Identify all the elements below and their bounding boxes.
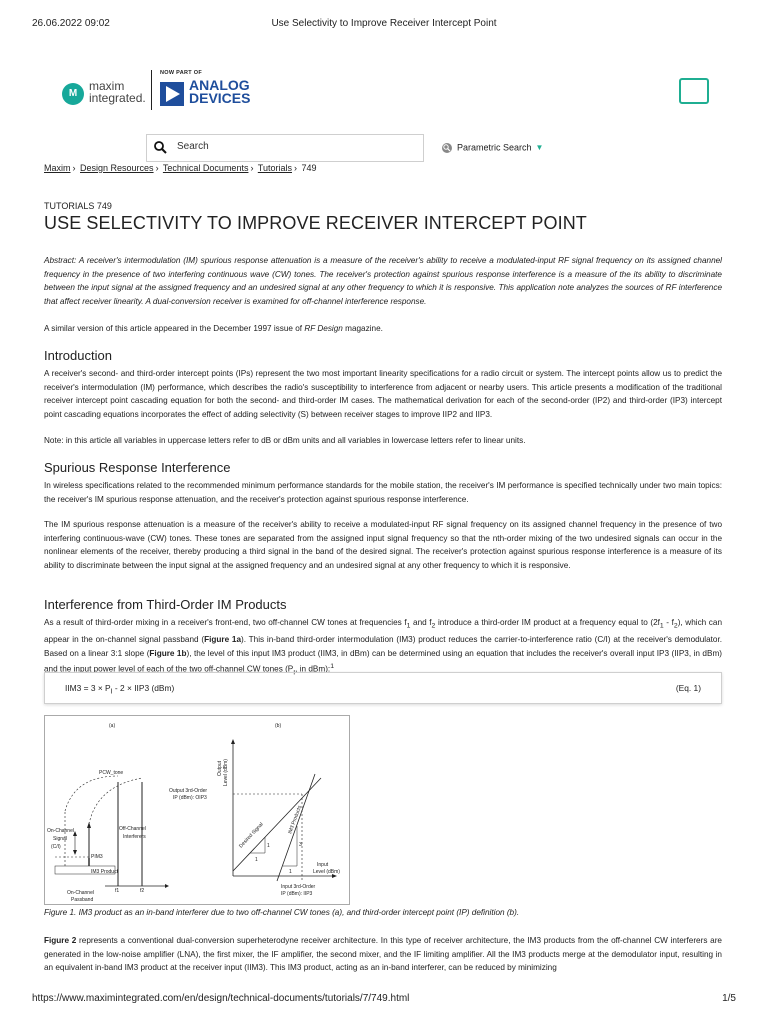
svg-text:Off-Channel: Off-Channel [119,826,146,832]
figure-2-ref: Figure 2 [44,936,77,945]
figure-2-paragraph: Figure 2 represents a conventional dual-conversion superheterodyne receiver architecture. In this type of receiver architecture, the IM3 products from the off-channel CW interferers are generated in the low-noise amplifier (LNA), the first mixer, the IF amplifier, the second mixer, and the IF limiting amplifier. All the IM3 products merge at the demodulator input, resulting in an equivalent in-band IM3 product at the receiver input (IIM3). This IM3 product, acting as an in-band interferer, can be reduced by minimizing [44,936,722,973]
page-title: USE SELECTIVITY TO IMPROVE RECEIVER INTERCEPT POINT [44,213,587,233]
maxim-logo-icon: M [62,83,84,105]
svg-text:Output: Output [217,760,223,776]
svg-text:f1: f1 [115,888,120,894]
svg-text:Passband: Passband [71,897,94,903]
abstract: Abstract: A receiver's intermodulation (IM) spurious response attenuation is a measure of the receiver's ability to receive a modulated-input RF signal frequency on its assigned channel frequency in the presence of two interfering continuous wave (CW) tones. The receiver's protection against spurious response interference is a measure of the its ability to discriminate between the input signal at the assigned frequency and an undesired signal at any other frequency to which it is responsive. This application note analyzes the sources of RF interference that affect receiver linearity. A dual-conversion receiver is examined for off-channel interference response. [44,256,722,306]
fig-label-a: (a) [109,723,116,729]
maxim-logo[interactable] [62,80,148,110]
svg-text:IP (dBm): IIP3: IP (dBm): IIP3 [281,891,313,897]
similar-version-note: A similar version of this article appeared in the December 1997 issue of RF Design magazine. [44,324,383,333]
maxim-logo-text: maxim integrated. [89,79,146,105]
svg-text:1: 1 [289,869,292,875]
parametric-search-label: Parametric Search [457,142,532,153]
figure-1 [44,715,350,905]
spurious-paragraph-1: In wireless specifications related to the recommended minimum performance standards for the mobile station, the receiver's IM performance is specified technically under two main topics: the receiver's IM spurious response attenuation, and the receiver's protection against spurious response interference. [44,481,722,504]
now-part-of-label: NOW PART OF [160,70,202,76]
breadcrumb-design-resources[interactable]: Design Resources [80,163,154,173]
fig-pcw-label: PCW_tone [99,770,124,776]
caret-down-icon: ▼ [535,143,544,153]
svg-text:IM3 Products: IM3 Products [287,804,303,835]
page-url: https://www.maximintegrated.com/en/design/technical-documents/tutorials/7/749.html [32,993,410,1004]
page-number: 1/5 [722,993,736,1004]
parametric-search-button[interactable] [441,142,543,154]
search-icon [153,140,167,154]
equation-1-number: (Eq. 1) [675,683,701,693]
figure-1b-ref: Figure 1b [149,648,187,658]
equation-1-box [44,672,722,704]
adi-logo-text[interactable]: ANALOG DEVICES [189,77,251,106]
equation-1: $IIM3 = 3 \times P_I - 2 \times IIP3$ (dBm) [65,683,175,696]
search-box[interactable] [146,134,424,162]
search-placeholder: Search [177,141,209,152]
figure-1a-ref: Figure 1a [204,635,242,645]
print-datetime: 26.06.2022 09:02 [32,18,110,29]
svg-text:f2: f2 [140,888,145,894]
breadcrumb-maxim[interactable]: Maxim [44,163,71,173]
article-kicker: TUTORIALS 749 [44,201,112,211]
print-title: Use Selectivity to Improve Receiver Intercept Point [271,18,497,29]
svg-text:(C/I): (C/I) [51,844,61,850]
svg-text:Interferers: Interferers [123,834,146,840]
im-paragraph: As a result of third-order mixing in a receiver's front-end, two off-channel CW tones at frequencies $f_1$ and $f_2$ introduce a third-order IM product at a frequency equal to $(2f_1 - f_2)$, which can appear in the on-channel signal passband (Figure 1a). This in-band third-order intermodulation (IM3) product reduces the carrier-to-interference ratio (C/I) at the receiver's demodulator. Based on a linear 3:1 slope (Figure 1b), the level of this input IM3 product (IIM3, in dBm) can be determined using an equation that includes the receiver's overall input IP3 (IIP3, in dBm) and the input power level of each of the two off-channel CW tones ($P_I$, in dBm):$^1$ [44,618,722,677]
spurious-paragraph-2: The IM spurious response attenuation is a measure of the receiver's ability to receive a modulated-input RF signal frequency on its assigned channel frequency in the presence of two interfering continuous-wave (CW) tones. These tones are separated from the assigned input signal frequency so that the nth-order mixing of the two undesired signals can occur in the nonlinear elements of the receiver, thereby producing a third signal in the band of the desired signal. The receiver's protection against spurious response interference is a measure of its ability to discriminate between the input signal at the assigned frequency and an undesired signal at any other frequency to which it is responsive. [44,520,722,570]
svg-text:Signal: Signal [53,836,67,842]
svg-text:Level (dBm): Level (dBm) [313,869,340,875]
svg-text:IP (dBm): OIP3: IP (dBm): OIP3 [173,795,207,801]
svg-text:1: 1 [255,857,258,863]
logo-divider [151,70,152,110]
svg-text:IM3 Product: IM3 Product [91,869,118,875]
figure-1-caption: Figure 1. IM3 product as an in-band interferer due to two off-channel CW tones (a), and third-order intercept point (IP) definition (b). [44,908,520,917]
section-heading-introduction: Introduction [44,348,112,363]
svg-text:PIM3: PIM3 [91,854,103,860]
svg-text:3: 3 [299,842,302,848]
note-paragraph: Note: in this article all variables in uppercase letters refer to dB or dBm units and all variables in lowercase letters refer to linear units. [44,436,526,445]
svg-text:On-Channel: On-Channel [47,828,74,834]
adi-logo-icon[interactable] [160,82,184,106]
svg-text:1: 1 [267,843,270,849]
breadcrumb-current: 749 [301,163,317,173]
svg-text:Level (dBm): Level (dBm) [223,759,229,786]
section-heading-im-products: Interference from Third-Order IM Products [44,597,287,612]
breadcrumb-tutorials[interactable]: Tutorials [257,163,292,173]
svg-text:Output 3rd-Order: Output 3rd-Order [169,788,208,794]
parametric-search-icon [441,142,453,154]
section-heading-spurious: Spurious Response Interference [44,460,231,475]
menu-button[interactable] [679,78,709,104]
fig-label-b: (b) [275,723,282,729]
breadcrumb-technical-documents[interactable]: Technical Documents [162,163,249,173]
svg-text:Input 3rd-Order: Input 3rd-Order [281,884,316,890]
svg-text:Desired Signal: Desired Signal [238,821,265,850]
svg-text:Input: Input [317,862,329,868]
breadcrumb: Maxim › Design Resources › Technical Documents › Tutorials › 749 [44,163,317,173]
svg-text:On-Channel: On-Channel [67,890,94,896]
intro-paragraph: A receiver's second- and third-order intercept points (IPs) represent the two most important linearity specifications for a radio circuit or system. The intercept points allow us to predict the receiver's intermodulation (IM) performance, which describes the radio's susceptibility to interference from adjacent or nearby users. This article presents a modification of the traditional receiver intercept point cascading equation for both the second- and third-order IM cases. The mathematical derivation for each of the second-order (IP2) and third-order (IP3) intercept point cascading equations incorporates the effect of adding selectivity (S) between receiver stages to improve IIP2 and IIP3. [44,369,722,419]
